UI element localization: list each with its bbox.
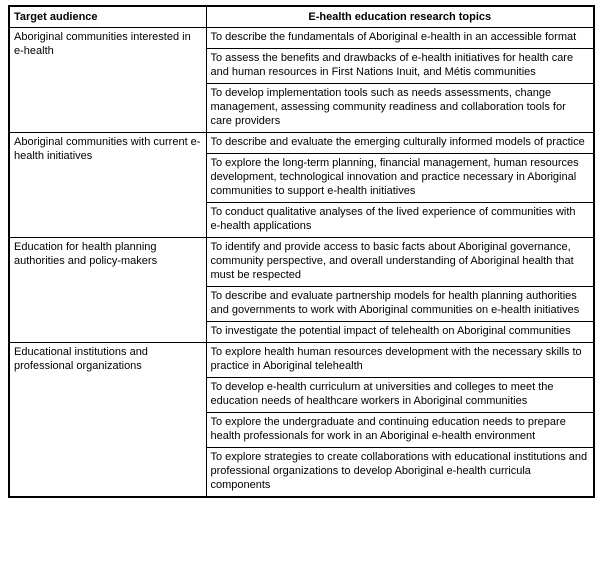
topic-cell: To explore health human resources development with the necessary skills to practice in Aboriginal telehealth [206,343,594,378]
topic-cell: To investigate the potential impact of telehealth on Aboriginal communities [206,322,594,343]
e-health-research-table [8,5,595,498]
topic-cell: To describe the fundamentals of Aboriginal e-health in an accessible format [206,28,594,49]
topic-cell: To describe and evaluate partnership models for health planning authorities and governments to work with Aboriginal communities on e-health initiatives [206,287,594,322]
topic-cell: To explore strategies to create collaborations with educational institutions and professional organizations to develop Aboriginal e-health curricula components [206,448,594,498]
column-header-target-audience: Target audience [9,6,206,28]
topic-cell: To describe and evaluate the emerging culturally informed models of practice [206,133,594,154]
audience-cell: Education for health planning authorities and policy-makers [9,238,206,343]
topic-cell: To explore the long-term planning, financial management, human resources development, technological innovation and practice necessary in Aboriginal communities to support e-health initiatives [206,154,594,203]
topic-cell: To identify and provide access to basic facts about Aboriginal governance, community perspective, and overall understanding of Aboriginal health that must be respected [206,238,594,287]
audience-cell: Aboriginal communities interested in e-health [9,28,206,133]
topic-cell: To develop e-health curriculum at universities and colleges to meet the education needs of healthcare workers in Aboriginal communities [206,378,594,413]
audience-cell: Aboriginal communities with current e-health initiatives [9,133,206,238]
table-row [9,28,594,49]
audience-cell: Educational institutions and professional organizations [9,343,206,498]
topic-cell: To develop implementation tools such as needs assessments, change management, assessing community readiness and collaboration tools for care providers [206,84,594,133]
table-row [9,133,594,154]
table-row [9,343,594,378]
table-body [9,28,594,498]
column-header-research-topics: E-health education research topics [206,6,594,28]
topic-cell: To conduct qualitative analyses of the lived experience of communities with e-health applications [206,203,594,238]
topic-cell: To assess the benefits and drawbacks of e-health initiatives for health care and human resources in First Nations Inuit, and Métis communities [206,49,594,84]
topic-cell: To explore the undergraduate and continuing education needs to prepare health professionals for work in an Aboriginal e-health environment [206,413,594,448]
table-row [9,238,594,287]
table-header-row [9,6,594,28]
